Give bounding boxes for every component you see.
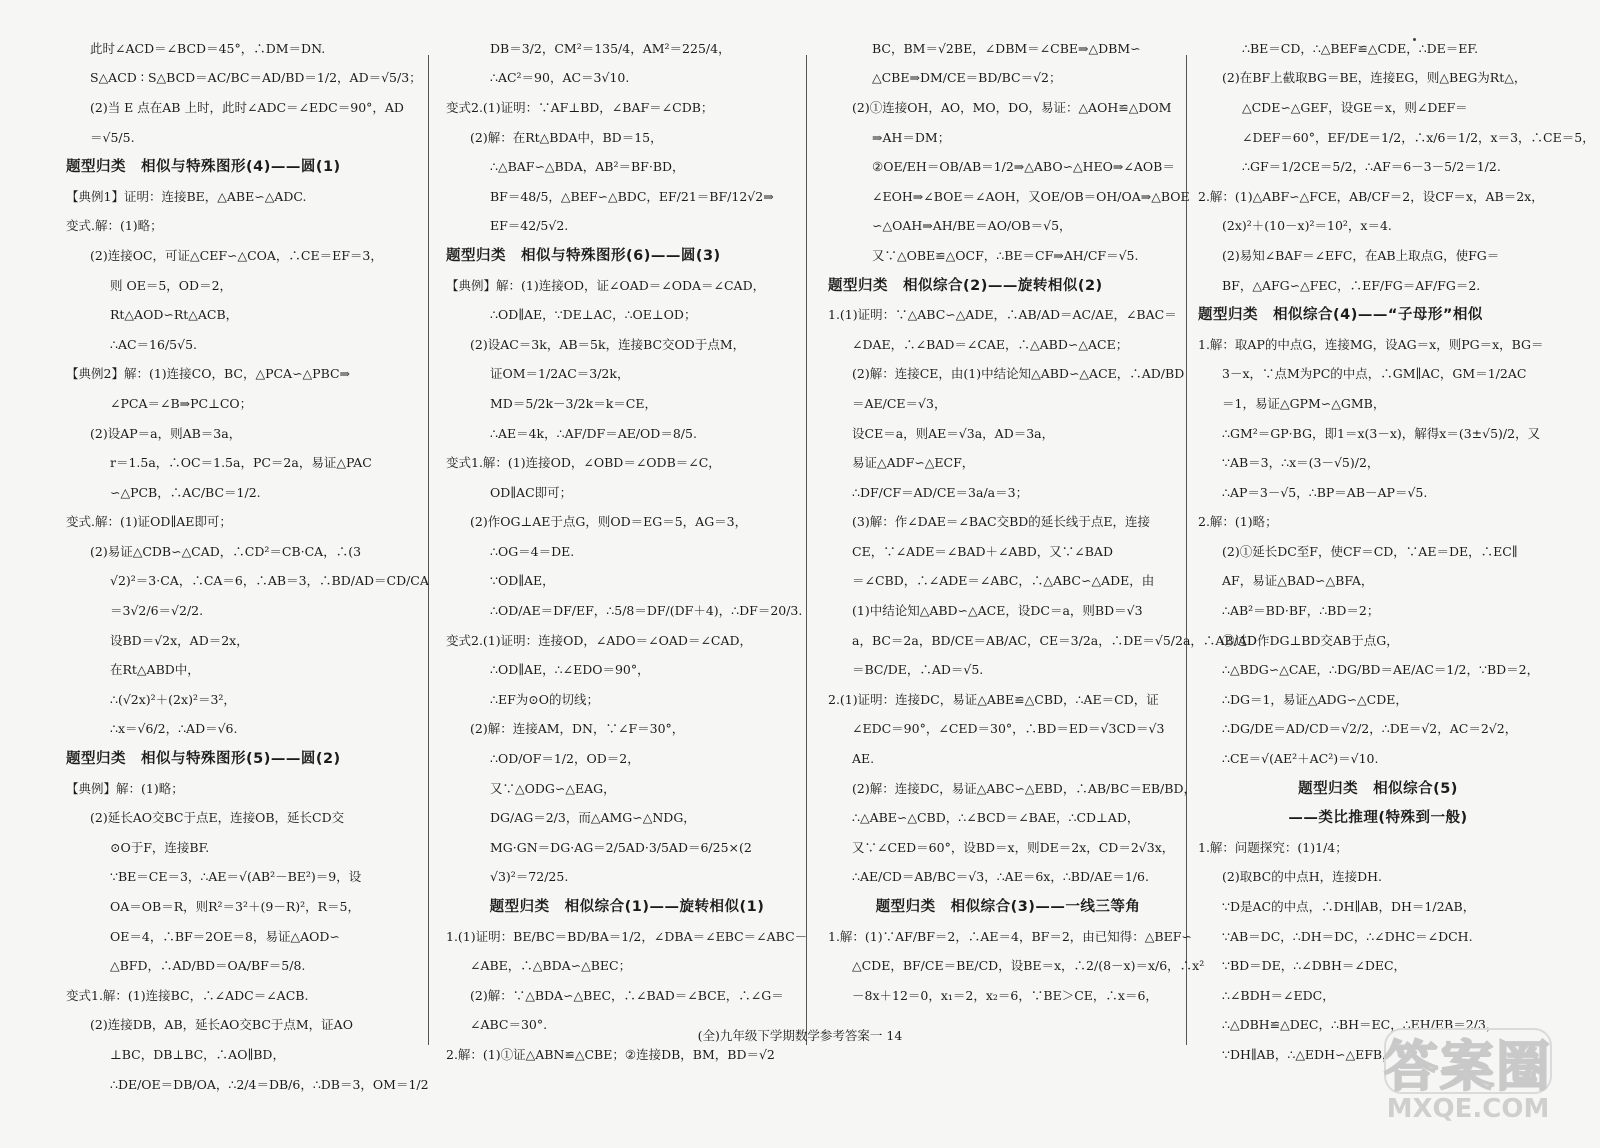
answer-line: 又∵∠CED＝60°，设BD＝x，则DE＝2x，CD＝2√3x， bbox=[852, 839, 1175, 855]
section-heading: 题型归类 相似与特殊图形(4)——圆(1) bbox=[66, 159, 341, 176]
answer-line: 【典例】解：(1)略； bbox=[66, 780, 184, 796]
answer-line: (2)①连接OH，AO，MO，DO，易证：△AOH≌△DOM bbox=[852, 99, 1172, 115]
answer-line: △CDE∽△GEF，设GE＝x，则∠DEF＝ bbox=[1242, 99, 1468, 115]
answer-line: 变式2.(1)证明：∵AF⊥BD，∠BAF＝∠CDB； bbox=[446, 99, 714, 115]
section-heading: ——类比推理(特殊到一般) bbox=[1288, 810, 1468, 827]
answer-line: 此时∠ACD＝∠BCD＝45°，∴DM＝DN. bbox=[90, 40, 326, 56]
answer-line: ＝√5/5. bbox=[90, 129, 135, 145]
answer-line: 【典例】解：(1)连接OD，证∠OAD＝∠ODA＝∠CAD， bbox=[446, 277, 766, 293]
answer-line: MG·GN＝DG·AG＝2/5AD·3/5AD＝6/25×(2 bbox=[490, 839, 752, 855]
answer-line: (2)解：∵△BDA∽△BEC，∴∠BAD＝∠BCE，∴∠G＝ bbox=[470, 987, 784, 1003]
answer-line: 【典例1】证明：连接BE，△ABE∽△ADC. bbox=[66, 188, 307, 204]
answer-line: ∠ABE，∴△BDA∽△BEC； bbox=[470, 958, 632, 974]
answer-line: BC，BM＝√2BE，∠DBM＝∠CBE⇒△DBM∽ bbox=[872, 40, 1141, 56]
answer-line: ②OE/EH＝OB/AB＝1/2⇒△ABO∽△HEO⇒∠AOB＝ bbox=[872, 159, 1175, 175]
answer-line: 设BD＝√2x，AD＝2x， bbox=[110, 632, 249, 648]
answer-line: 变式1.解：(1)连接BC，∴∠ADC＝∠ACB. bbox=[66, 987, 309, 1003]
section-heading: 题型归类 相似综合(1)——旋转相似(1) bbox=[489, 899, 765, 916]
answer-line: 则 OE＝5，OD＝2， bbox=[110, 277, 233, 293]
answer-line: 变式1.解：(1)连接OD，∠OBD＝∠ODB＝∠C， bbox=[446, 455, 721, 471]
answer-line: 变式2.(1)证明：连接OD，∠ADO＝∠OAD＝∠CAD， bbox=[446, 632, 753, 648]
answer-line: (2)取BC的中点H，连接DH. bbox=[1222, 869, 1382, 885]
answer-column-1 bbox=[66, 34, 429, 1092]
answer-line: ∴x＝√6/2，∴AD＝√6. bbox=[110, 721, 238, 737]
answer-line: (2)解：连接CE，由(1)中结论知△ABD∽△ACE，∴AD/BD bbox=[852, 366, 1185, 382]
answer-line: 变式.解：(1)略； bbox=[66, 218, 163, 234]
answer-line: －8x＋12＝0，x₁＝2，x₂＝6，∵BE＞CE，∴x＝6， bbox=[852, 987, 1158, 1003]
answer-line: ∵DH∥AB，∴△EDH∽△EFB， bbox=[1222, 1046, 1395, 1062]
answer-line: ∴OD∥AE，∴∠EDO＝90°， bbox=[490, 662, 650, 678]
answer-line: 又∵△OBE≌△OCF，∴BE＝CF⇒AH/CF＝√5. bbox=[872, 247, 1139, 263]
answer-line: (2)连接DB，AB，延长AO交BC于点M，证AO bbox=[90, 1017, 353, 1033]
answer-line: ∴DG/DE＝AD/CD＝√2/2，∴DE＝√2，AC＝2√2， bbox=[1222, 721, 1518, 737]
answer-line: (2)易知∠BAF＝∠EFC，在AB上取点G，使FG＝ bbox=[1222, 247, 1500, 263]
answer-line: ＝∠CBD，∴∠ADE＝∠ABC，∴△ABC∽△ADE，由 bbox=[852, 573, 1155, 589]
answer-line: ∴GM²＝GP·BG，即1＝x(3－x)，解得x＝(3±√5)/2，又 bbox=[1222, 425, 1541, 441]
answer-line: ∴OD/AE＝DF/EF，∴5/8＝DF/(DF＋4)，∴DF＝20/3. bbox=[490, 603, 803, 619]
answer-line: ∴△DBH≌△DEC，∴BH＝EC，∴EH/EB＝2/3， bbox=[1222, 1017, 1499, 1033]
answer-line: ∵D是AC的中点，∴DH∥AB，DH＝1/2AB， bbox=[1222, 899, 1476, 915]
answer-line: CE，∵∠ADE＝∠BAD＋∠ABD，又∵∠BAD bbox=[852, 543, 1113, 559]
answer-line: Rt△AOD∽Rt△ACB， bbox=[110, 307, 239, 323]
answer-line: ∴AB²＝BD·BF，∴BD＝2； bbox=[1222, 603, 1380, 619]
column-divider-1 bbox=[428, 55, 429, 1045]
answer-line: 2.解：(1)①证△ABN≌△CBE；②连接DB，BM，BD＝√2 bbox=[446, 1046, 775, 1062]
answer-line: ＝1，易证△GPM∽△GMB， bbox=[1222, 395, 1386, 411]
answer-line: ∴DE/OE＝DB/OA，∴2/4＝DB/6，∴DB＝3，OM＝1/2 bbox=[110, 1076, 429, 1092]
answer-line: 证OM＝1/2AC＝3/2k， bbox=[490, 366, 630, 382]
answer-line: 1.解：问题探究：(1)1/4； bbox=[1198, 839, 1348, 855]
answer-line: △CDE，BF/CE＝BE/CD，设BE＝x，∴2/(8－x)＝x/6，∴x² bbox=[852, 958, 1205, 974]
answer-line: (2)连接OC，可证△CEF∽△COA，∴CE＝EF＝3， bbox=[90, 247, 383, 263]
answer-line: ∴AP＝3－√5，∴BP＝AB－AP＝√5. bbox=[1222, 484, 1428, 500]
answer-line: (2)在BF上截取BG＝BE，连接EG，则△BEG为Rt△， bbox=[1222, 70, 1527, 86]
answer-line: ∴(√2x)²＋(2x)²＝3²， bbox=[110, 691, 236, 707]
answer-line: BF，△AFG∽△FEC，∴EF/FG＝AF/FG＝2. bbox=[1222, 277, 1481, 293]
answer-line: ＝BC/DE，∴AD＝√5. bbox=[852, 662, 984, 678]
answer-line: ∴DF/CF＝AD/CE＝3a/a＝3； bbox=[852, 484, 1029, 500]
answer-line: ∵AB＝3，∴x＝(3－√5)/2， bbox=[1222, 455, 1380, 471]
answer-line: ∠DAE，∴∠BAD＝∠CAE，∴△ABD∽△ACE； bbox=[852, 336, 1129, 352]
answer-line: ∴OG＝4＝DE. bbox=[490, 543, 575, 559]
section-heading: 题型归类 相似综合(4)——“子母形”相似 bbox=[1198, 307, 1483, 324]
answer-line: ∽△PCB，∴AC/BC＝1/2. bbox=[110, 484, 261, 500]
watermark-url: MXQE.COM bbox=[1386, 1094, 1550, 1124]
answer-line: △BFD，∴AD/BD＝OA/BF＝5/8. bbox=[110, 958, 306, 974]
answer-line: 2.(1)证明：连接DC，易证△ABE≌△CBD，∴AE＝CD，证 bbox=[828, 691, 1159, 707]
page-footer: (全)九年级下学期数学参考答案一 14 bbox=[697, 1028, 903, 1043]
answer-line: (2)当 E 点在AB 上时，此时∠ADC＝∠EDC＝90°，AD bbox=[90, 99, 404, 115]
answer-line: (2x)²＋(10－x)²＝10²，x＝4. bbox=[1222, 218, 1392, 234]
answer-line: S△ACD ∶ S△BCD＝AC/BC＝AD/BD＝1/2，AD＝√5/3； bbox=[90, 70, 422, 86]
answer-line: 1.解：取AP的中点G，连接MG，设AG＝x，则PG＝x，BG＝ bbox=[1198, 336, 1544, 352]
answer-column-4 bbox=[1198, 34, 1595, 1062]
watermark-big-text: 答案圈 bbox=[1384, 1035, 1552, 1098]
answer-line: a，BC＝2a，BD/CE＝AB/AC，CE＝3/2a，∴DE＝√5/2a，∴AB/AD bbox=[852, 632, 1257, 648]
answer-line: ∵AB＝DC，∴DH＝DC，∴∠DHC＝∠DCH. bbox=[1222, 928, 1473, 944]
answer-line: ∴EF为⊙O的切线； bbox=[490, 691, 599, 707]
answer-line: (2)解：在Rt△BDA中，BD＝15， bbox=[470, 129, 663, 145]
answer-line: ＝3√2/6＝√2/2. bbox=[110, 603, 204, 619]
answer-line: 又∵△ODG∽△EAG， bbox=[490, 780, 616, 796]
watermark-logo bbox=[1378, 1024, 1558, 1136]
answer-line: ②过D作DG⊥BD交AB于点G， bbox=[1222, 632, 1399, 648]
answer-line: ∠EDC＝90°，∠CED＝30°，∴BD＝ED＝√3CD＝√3 bbox=[852, 721, 1165, 737]
answer-line: OE＝4，∴BF＝2OE＝8，易证△AOD∽ bbox=[110, 928, 340, 944]
answer-line: (2)易证△CDB∽△CAD，∴CD²＝CB·CA，∴(3 bbox=[90, 543, 362, 559]
answer-line: AE. bbox=[852, 751, 875, 767]
answer-line: ＝AE/CE＝√3， bbox=[852, 395, 947, 411]
answer-line: ∴△ABE∽△CBD，∴∠BCD＝∠BAE，∴CD⊥AD， bbox=[852, 810, 1140, 826]
answer-line: ∴∠BDH＝∠EDC， bbox=[1222, 987, 1335, 1003]
section-heading: 题型归类 相似综合(5) bbox=[1298, 780, 1458, 797]
answer-line: ∴△BDG∽△CAE，∴DG/BD＝AE/AC＝1/2，∵BD＝2， bbox=[1222, 662, 1540, 678]
section-heading: 题型归类 相似与特殊图形(6)——圆(3) bbox=[446, 247, 721, 264]
answer-line: ∴BE＝CD，∴△BEF≌△CDE，∴DE＝EF. bbox=[1242, 40, 1479, 56]
answer-line: DB＝3/2，CM²＝135/4，AM²＝225/4， bbox=[490, 40, 731, 56]
answer-line: √3)²＝72/25. bbox=[490, 869, 569, 885]
answer-line: ∠EOH⇒∠BOE＝∠AOH，又OE/OB＝OH/OA⇒△BOE bbox=[872, 188, 1190, 204]
dot-mark bbox=[1413, 38, 1416, 41]
answer-line: ∴AE/CD＝AB/BC＝√3，∴AE＝6x，∴BD/AE＝1/6. bbox=[852, 869, 1149, 885]
answer-line: 1.(1)证明：BE/BC＝BD/BA＝1/2，∠DBA＝∠EBC＝∠ABC－ bbox=[446, 928, 808, 944]
answer-line: (3)解：作∠DAE＝∠BAC交BD的延长线于点E，连接 bbox=[852, 514, 1150, 530]
answer-line: (2)设AC＝3k，AB＝5k，连接BC交OD于点M， bbox=[470, 336, 746, 352]
answer-line: ∽△OAH⇒AH/BE＝AO/OB＝√5， bbox=[872, 218, 1072, 234]
answer-line: (2)延长AO交BC于点E，连接OB，延长CD交 bbox=[90, 810, 345, 826]
answer-line: ∵BD＝DE，∴∠DBH＝∠DEC， bbox=[1222, 958, 1407, 974]
answer-line: (2)解：连接AM，DN，∵∠F＝30°， bbox=[470, 721, 685, 737]
answer-line: 在Rt△ABD中， bbox=[110, 662, 200, 678]
answer-line: ∴AC＝16/5√5. bbox=[110, 336, 198, 352]
answer-line: ∵OD∥AE， bbox=[490, 573, 555, 589]
section-heading: 题型归类 相似综合(2)——旋转相似(2) bbox=[828, 277, 1103, 294]
answer-line: 易证△ADF∽△ECF， bbox=[852, 455, 975, 471]
answer-line: EF＝42/5√2. bbox=[490, 218, 569, 234]
answer-line: 变式.解：(1)证OD∥AE即可； bbox=[66, 514, 232, 530]
answer-line: ∴CE＝√(AE²＋AC²)＝√10. bbox=[1222, 751, 1379, 767]
answer-line: (2)①延长DC至F，使CF＝CD，∵AE＝DE，∴EC∥ bbox=[1222, 543, 1518, 559]
answer-line: ⇒AH＝DM； bbox=[872, 129, 951, 145]
answer-line: ⊥BC，DB⊥BC，∴AO∥BD， bbox=[110, 1046, 285, 1062]
answer-line: 2.解：(1)△ABF∽△FCE，AB/CF＝2，设CF＝x，AB＝2x， bbox=[1198, 188, 1544, 204]
answer-line: 1.(1)证明：∵△ABC∽△ADE，∴AB/AD＝AC/AE，∠BAC＝ bbox=[828, 307, 1177, 323]
answer-line: r＝1.5a，∴OC＝1.5a，PC＝2a，易证△PAC bbox=[110, 455, 372, 471]
answer-line: (2)作OG⊥AE于点G，则OD＝EG＝5，AG＝3， bbox=[470, 514, 748, 530]
answer-line: ∠ABC＝30°. bbox=[470, 1017, 548, 1033]
answer-line: (1)中结论知△ABD∽△ACE，设DC＝a，则BD＝√3 bbox=[852, 603, 1143, 619]
answer-line: 3－x，∵点M为PC的中点，∴GM∥AC，GM＝1/2AC bbox=[1222, 366, 1527, 382]
answer-line: √2)²＝3·CA，∴CA＝6，∴AB＝3，∴BD/AD＝CD/CA bbox=[110, 573, 429, 589]
answer-line: ∴△BAF∽△BDA，AB²＝BF·BD， bbox=[490, 159, 685, 175]
answer-line: BF＝48/5，△BEF∽△BDC，EF/21＝BF/12√2⇒ bbox=[490, 188, 774, 204]
answer-line: ∠PCA＝∠B⇒PC⊥CO； bbox=[110, 395, 253, 411]
answer-line: 1.解：(1)∵AF/BF＝2，∴AE＝4，BF＝2，由已知得：△BEF∽ bbox=[828, 928, 1192, 944]
answer-line: 2.解：(1)略； bbox=[1198, 514, 1278, 530]
answer-line: OD∥AC即可； bbox=[490, 484, 573, 500]
answer-line: ∴OD/OF＝1/2，OD＝2， bbox=[490, 751, 640, 767]
answer-line: ∴AC²＝90，AC＝3√10. bbox=[490, 70, 630, 86]
answer-line: ∴DG＝1，易证△ADG∽△CDE， bbox=[1222, 691, 1408, 707]
answer-line: ∴GF＝1/2CE＝5/2，∴AF＝6－3－5/2＝1/2. bbox=[1242, 159, 1501, 175]
answer-line: OA＝OB＝R，则R²＝3²＋(9－R)²，R＝5， bbox=[110, 899, 361, 915]
answer-line: (2)解：连接DC，易证△ABC∽△EBD，∴AB/BC＝EB/BD， bbox=[852, 780, 1196, 796]
answer-line: AF，易证△BAD∽△BFA， bbox=[1222, 573, 1374, 589]
answer-line: ∵BE＝CE＝3，∴AE＝√(AB²－BE²)＝9，设 bbox=[110, 869, 362, 885]
answer-line: ∴OD∥AE，∵DE⊥AC，∴OE⊥OD； bbox=[490, 307, 697, 323]
answer-line: △CBE⇒DM/CE＝BD/BC＝√2； bbox=[872, 70, 1062, 86]
answer-line: ∴AE＝4k，∴AF/DF＝AE/OD＝8/5. bbox=[490, 425, 697, 441]
answer-line: DG/AG＝2/3，而△AMG∽△NDG， bbox=[490, 810, 696, 826]
answer-line: 【典例2】解：(1)连接CO，BC，△PCA∽△PBC⇒ bbox=[66, 366, 351, 382]
answer-line: ∠DEF＝60°，EF/DE＝1/2，∴x/6＝1/2，x＝3，∴CE＝5， bbox=[1242, 129, 1595, 145]
answer-line: (2)设AP＝a，则AB＝3a， bbox=[90, 425, 242, 441]
section-heading: 题型归类 相似综合(3)——一线三等角 bbox=[875, 899, 1141, 916]
answer-line: ⊙O于F，连接BF. bbox=[110, 839, 210, 855]
answer-line: 设CE＝a，则AE＝√3a，AD＝3a， bbox=[852, 425, 1055, 441]
answer-line: MD＝5/2k－3/2k＝k＝CE， bbox=[490, 395, 657, 411]
section-heading: 题型归类 相似与特殊图形(5)——圆(2) bbox=[66, 751, 341, 768]
